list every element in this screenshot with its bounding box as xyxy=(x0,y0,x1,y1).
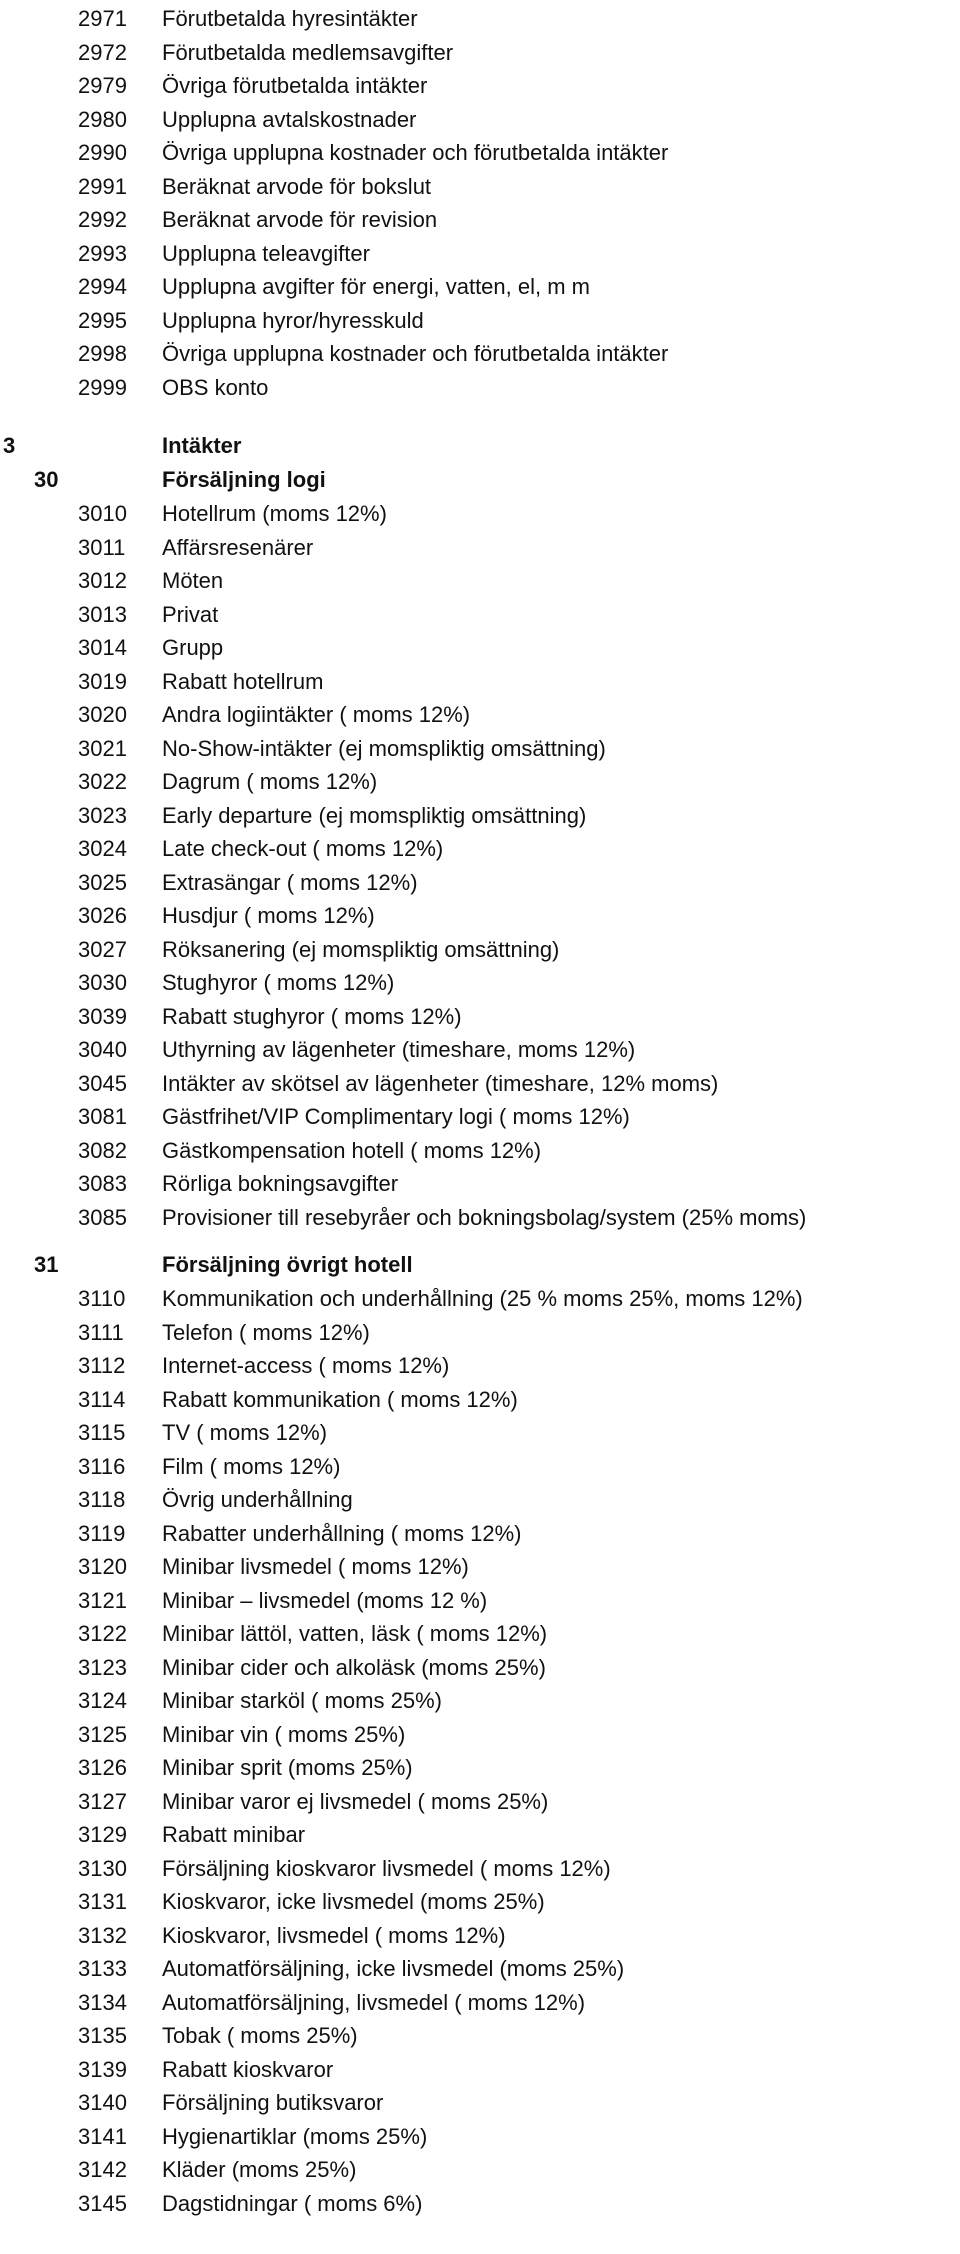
account-name: Gästkompensation hotell ( moms 12%) xyxy=(162,1137,542,1163)
group-heading xyxy=(0,463,960,497)
account-row xyxy=(0,1000,960,1034)
account-code: 2998 xyxy=(78,341,127,366)
account-name: Minibar sprit (moms 25%) xyxy=(162,1755,413,1780)
account-name: Film ( moms 12%) xyxy=(162,1453,341,1479)
account-code: 3115 xyxy=(78,1420,126,1445)
account-code: 2971 xyxy=(78,6,127,31)
account-row xyxy=(0,1316,960,1350)
account-row xyxy=(0,1785,960,1819)
account-name: Övrig underhållning xyxy=(162,1487,353,1512)
account-code: 3121 xyxy=(78,1587,127,1613)
account-name: Förutbetalda hyresintäkter xyxy=(162,6,418,31)
account-row xyxy=(0,2120,960,2154)
account-code: 3122 xyxy=(78,1621,127,1646)
account-name: Rabatt stughyror ( moms 12%) xyxy=(162,1003,462,1029)
account-code: 3025 xyxy=(78,869,127,895)
class-title: Intäkter xyxy=(162,433,242,458)
account-code: 3133 xyxy=(78,1956,127,1981)
account-row xyxy=(0,1167,960,1201)
account-name: Försäljning butiksvaror xyxy=(162,2090,384,2115)
account-code: 3039 xyxy=(78,1003,127,1029)
account-name: Tobak ( moms 25%) xyxy=(162,2023,358,2048)
account-name: Rörliga bokningsavgifter xyxy=(162,1171,399,1196)
account-name: Provisioner till resebyråer och bokningsbolag/system (25% moms) xyxy=(162,1204,807,1230)
account-code: 3132 xyxy=(78,1922,127,1948)
account-name: Upplupna avtalskostnader xyxy=(162,106,417,132)
account-code: 3110 xyxy=(78,1286,126,1311)
account-name: Försäljning kioskvaror livsmedel ( moms 12%) xyxy=(162,1855,611,1881)
account-name: Rabatt kommunikation ( moms 12%) xyxy=(162,1386,518,1412)
account-name: Övriga upplupna kostnader och förutbetalda intäkter xyxy=(162,140,669,165)
account-row xyxy=(0,2153,960,2187)
account-code: 3126 xyxy=(78,1755,127,1780)
account-row xyxy=(0,631,960,665)
account-code: 3111 xyxy=(78,1319,124,1345)
account-row xyxy=(0,1584,960,1618)
account-row xyxy=(0,732,960,766)
account-name: Minibar – livsmedel (moms 12 %) xyxy=(162,1587,488,1613)
account-row xyxy=(0,1684,960,1718)
account-code: 3045 xyxy=(78,1070,127,1096)
account-row xyxy=(0,1383,960,1417)
account-code: 3020 xyxy=(78,702,127,727)
account-name: Late check-out ( moms 12%) xyxy=(162,836,444,861)
account-code: 3145 xyxy=(78,2190,127,2216)
account-code: 2993 xyxy=(78,240,127,266)
account-code: 3027 xyxy=(78,936,127,962)
account-code: 3120 xyxy=(78,1554,127,1579)
account-row xyxy=(0,1416,960,1450)
account-row xyxy=(0,203,960,237)
account-code: 3019 xyxy=(78,668,127,694)
account-code: 2991 xyxy=(78,173,127,199)
account-name: Kioskvaror, livsmedel ( moms 12%) xyxy=(162,1922,506,1948)
account-code: 2972 xyxy=(78,39,127,65)
account-row xyxy=(0,1718,960,1752)
account-row xyxy=(0,1919,960,1953)
account-name: Husdjur ( moms 12%) xyxy=(162,903,375,928)
section-sales-other-hotel xyxy=(0,1248,960,2220)
account-row xyxy=(0,966,960,1000)
account-row xyxy=(0,598,960,632)
account-row xyxy=(0,832,960,866)
account-name: Andra logiintäkter ( moms 12%) xyxy=(162,702,471,727)
account-name: Minibar livsmedel ( moms 12%) xyxy=(162,1554,469,1579)
account-name: Rabatt minibar xyxy=(162,1822,306,1847)
group-code: 30 xyxy=(34,467,59,492)
account-name: Kommunikation och underhållning (25 % moms 25%, moms 12%) xyxy=(162,1286,803,1311)
account-row xyxy=(0,1282,960,1316)
account-row xyxy=(0,337,960,371)
account-name: Övriga förutbetalda intäkter xyxy=(162,73,428,98)
account-code: 3013 xyxy=(78,601,127,627)
account-code: 2979 xyxy=(78,73,127,98)
account-code: 3023 xyxy=(78,802,127,828)
account-name: Extrasängar ( moms 12%) xyxy=(162,869,418,895)
account-name: Beräknat arvode för bokslut xyxy=(162,173,432,199)
account-code: 3081 xyxy=(78,1104,127,1129)
account-row xyxy=(0,1201,960,1235)
account-row xyxy=(0,564,960,598)
account-code: 3083 xyxy=(78,1171,127,1196)
account-name: Övriga upplupna kostnader och förutbetalda intäkter xyxy=(162,341,669,366)
account-name: TV ( moms 12%) xyxy=(162,1420,328,1445)
account-code: 3134 xyxy=(78,1989,127,2015)
account-row xyxy=(0,531,960,565)
account-row xyxy=(0,1517,960,1551)
account-name: Affärsresenärer xyxy=(162,534,314,560)
account-code: 3022 xyxy=(78,769,127,794)
account-name: Privat xyxy=(162,601,219,627)
account-name: OBS konto xyxy=(162,374,269,400)
account-row xyxy=(0,2,960,36)
account-row xyxy=(0,1952,960,1986)
account-code: 3130 xyxy=(78,1855,127,1881)
account-row xyxy=(0,2019,960,2053)
account-name: Automatförsäljning, livsmedel ( moms 12%) xyxy=(162,1989,586,2015)
account-name: Minibar cider och alkoläsk (moms 25%) xyxy=(162,1654,546,1680)
account-name: Upplupna hyror/hyresskuld xyxy=(162,307,424,333)
account-row xyxy=(0,304,960,338)
account-name: Hygienartiklar (moms 25%) xyxy=(162,2123,428,2149)
account-row xyxy=(0,1349,960,1383)
account-row xyxy=(0,1986,960,2020)
account-code: 3082 xyxy=(78,1137,127,1163)
account-code: 3030 xyxy=(78,970,127,995)
account-row xyxy=(0,2187,960,2221)
account-code: 2980 xyxy=(78,106,127,132)
account-row xyxy=(0,765,960,799)
account-row xyxy=(0,899,960,933)
account-code: 3142 xyxy=(78,2157,127,2182)
account-name: Uthyrning av lägenheter (timeshare, moms 12%) xyxy=(162,1037,636,1062)
account-name: Minibar lättöl, vatten, läsk ( moms 12%) xyxy=(162,1621,548,1646)
account-name: Telefon ( moms 12%) xyxy=(162,1319,370,1345)
account-code: 3014 xyxy=(78,635,127,660)
account-name: Minibar starköl ( moms 25%) xyxy=(162,1688,442,1713)
account-row xyxy=(0,665,960,699)
account-code: 3124 xyxy=(78,1688,127,1713)
account-name: Internet-access ( moms 12%) xyxy=(162,1353,450,1378)
group-code: 31 xyxy=(34,1252,59,1277)
account-name: Minibar vin ( moms 25%) xyxy=(162,1721,406,1747)
account-code: 3085 xyxy=(78,1204,127,1230)
account-name: Kläder (moms 25%) xyxy=(162,2157,357,2182)
account-code: 3116 xyxy=(78,1453,126,1479)
account-row xyxy=(0,170,960,204)
account-row xyxy=(0,1818,960,1852)
account-code: 3026 xyxy=(78,903,127,928)
account-name: Early departure (ej momspliktig omsättning) xyxy=(162,802,587,828)
account-code: 2990 xyxy=(78,140,127,165)
account-row xyxy=(0,497,960,531)
account-name: Rabatt kioskvaror xyxy=(162,2056,334,2082)
account-name: Stughyror ( moms 12%) xyxy=(162,970,395,995)
account-code: 3040 xyxy=(78,1037,127,1062)
account-row xyxy=(0,1100,960,1134)
group-title: Försäljning logi xyxy=(162,467,326,492)
account-code: 3141 xyxy=(78,2123,127,2149)
account-row xyxy=(0,103,960,137)
account-name: Förutbetalda medlemsavgifter xyxy=(162,39,454,65)
account-code: 2999 xyxy=(78,374,127,400)
account-code: 2992 xyxy=(78,207,127,232)
account-name: Minibar varor ej livsmedel ( moms 25%) xyxy=(162,1788,549,1814)
account-row xyxy=(0,1852,960,1886)
account-code: 2995 xyxy=(78,307,127,333)
account-code: 3123 xyxy=(78,1654,127,1680)
account-code: 3011 xyxy=(78,534,126,560)
account-row xyxy=(0,1134,960,1168)
account-code: 3119 xyxy=(78,1520,126,1546)
account-row xyxy=(0,1033,960,1067)
account-row xyxy=(0,1651,960,1685)
account-code: 3021 xyxy=(78,735,127,761)
account-name: Upplupna avgifter för energi, vatten, el, m m xyxy=(162,274,590,299)
account-code: 3140 xyxy=(78,2090,127,2115)
account-name: Möten xyxy=(162,568,224,593)
account-name: Dagstidningar ( moms 6%) xyxy=(162,2190,423,2216)
account-row xyxy=(0,237,960,271)
account-code: 3114 xyxy=(78,1386,126,1412)
account-row xyxy=(0,136,960,170)
section-liabilities-accruals xyxy=(0,2,960,404)
account-row xyxy=(0,1483,960,1517)
account-name: Röksanering (ej momspliktig omsättning) xyxy=(162,936,560,962)
account-row xyxy=(0,1067,960,1101)
account-row xyxy=(0,1550,960,1584)
account-row xyxy=(0,371,960,405)
account-row xyxy=(0,1450,960,1484)
account-row xyxy=(0,2053,960,2087)
account-name: Beräknat arvode för revision xyxy=(162,207,438,232)
account-name: Dagrum ( moms 12%) xyxy=(162,769,378,794)
account-code: 3010 xyxy=(78,501,127,526)
account-name: No-Show-intäkter (ej momspliktig omsättning) xyxy=(162,735,606,761)
account-row xyxy=(0,69,960,103)
account-row xyxy=(0,698,960,732)
account-row xyxy=(0,2086,960,2120)
account-row xyxy=(0,1885,960,1919)
account-name: Intäkter av skötsel av lägenheter (timeshare, 12% moms) xyxy=(162,1070,719,1096)
account-name: Hotellrum (moms 12%) xyxy=(162,501,387,526)
account-name: Automatförsäljning, icke livsmedel (moms 25%) xyxy=(162,1956,625,1981)
group-heading xyxy=(0,1248,960,1282)
account-code: 3131 xyxy=(78,1889,127,1914)
account-row xyxy=(0,1751,960,1785)
account-row xyxy=(0,933,960,967)
account-name: Upplupna teleavgifter xyxy=(162,240,370,266)
account-row xyxy=(0,36,960,70)
account-code: 3139 xyxy=(78,2056,127,2082)
account-row xyxy=(0,866,960,900)
account-code: 3129 xyxy=(78,1822,127,1847)
group-title: Försäljning övrigt hotell xyxy=(162,1252,413,1277)
account-name: Kioskvaror, icke livsmedel (moms 25%) xyxy=(162,1889,545,1914)
account-name: Rabatt hotellrum xyxy=(162,668,324,694)
account-name: Grupp xyxy=(162,635,224,660)
account-code: 3118 xyxy=(78,1487,126,1512)
account-row xyxy=(0,799,960,833)
account-code: 3125 xyxy=(78,1721,127,1747)
class-heading xyxy=(0,429,960,463)
account-row xyxy=(0,270,960,304)
account-name: Rabatter underhållning ( moms 12%) xyxy=(162,1520,522,1546)
account-row xyxy=(0,1617,960,1651)
account-code: 3112 xyxy=(78,1353,126,1378)
account-code: 3135 xyxy=(78,2023,127,2048)
account-code: 3127 xyxy=(78,1788,127,1814)
account-code: 3024 xyxy=(78,836,127,861)
account-name: Gästfrihet/VIP Complimentary logi ( moms 12%) xyxy=(162,1104,630,1129)
account-code: 2994 xyxy=(78,274,127,299)
section-sales-lodging xyxy=(0,429,960,1234)
class-code: 3 xyxy=(3,433,16,458)
account-code: 3012 xyxy=(78,568,127,593)
